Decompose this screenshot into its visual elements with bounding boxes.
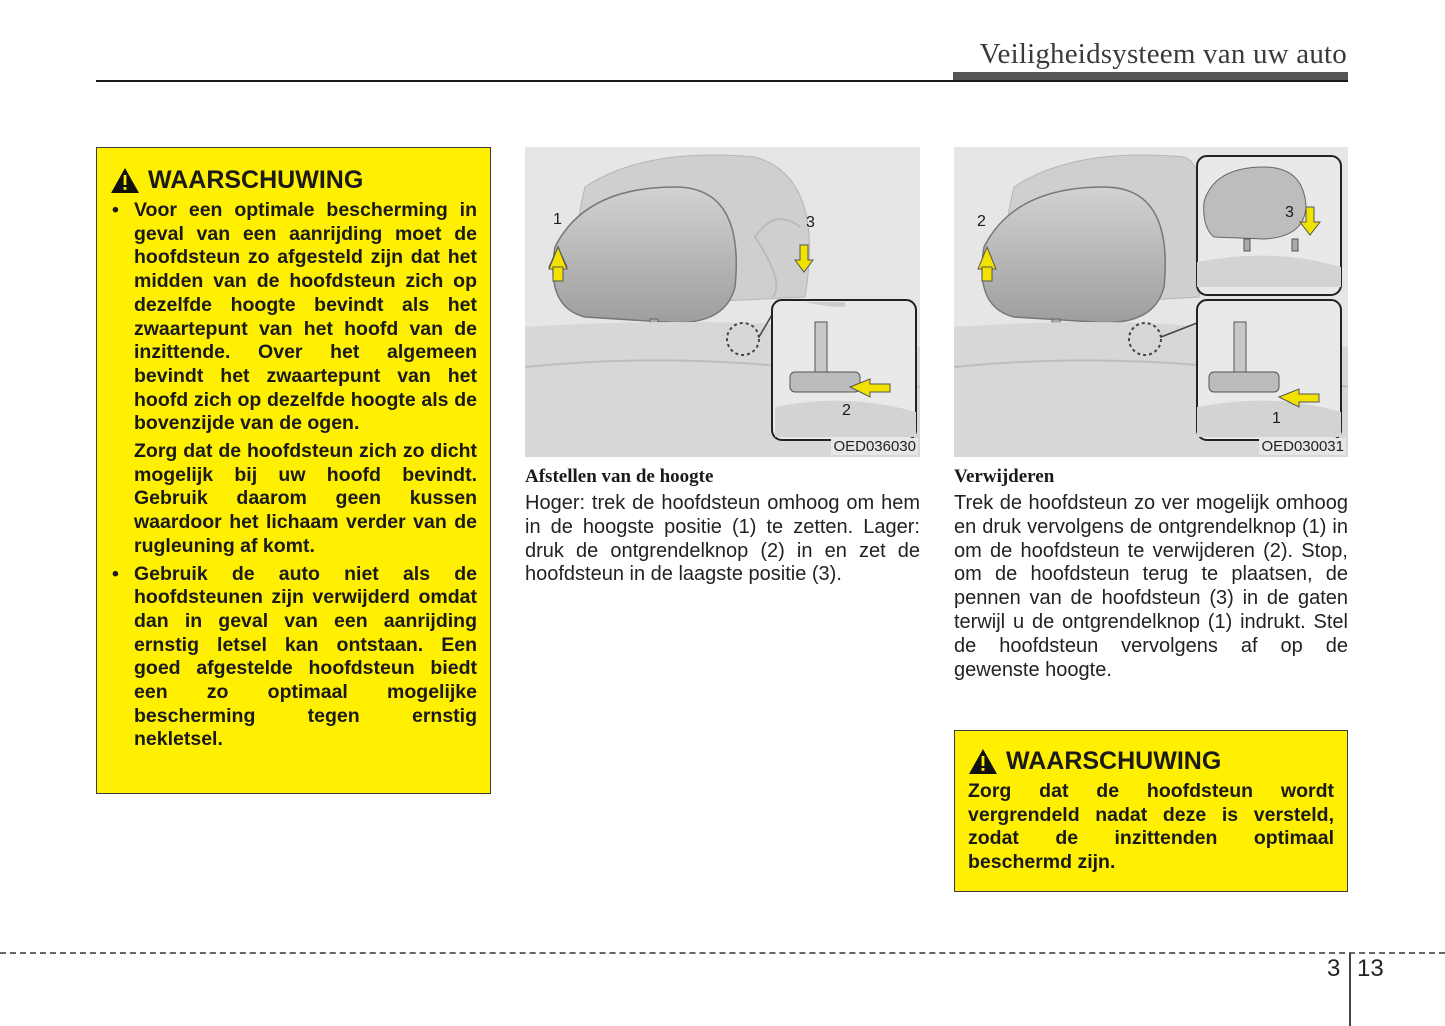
warning-bullet-2-text: Gebruik de auto niet als de hoofdsteunen zijn verwijderd omdat dan in geval van een aanrijding ernstig letsel kan ontstaan. Een goed afgestelde hoofdsteun biedt een zo optimaal mogelijke bescherming tegen ernstig nekletsel.: [134, 562, 477, 751]
section-remove-title: Verwijderen: [954, 466, 1055, 487]
section-height-adjust: [525, 466, 920, 587]
warning-triangle-icon: [110, 167, 140, 194]
warning-title-text: WAARSCHUWING: [148, 166, 364, 194]
figure-2-label-3: 3: [1285, 204, 1294, 221]
bullet-dot: •: [112, 199, 119, 221]
figure-2-label-2: 2: [977, 213, 986, 230]
warning-title-text: WAARSCHUWING: [1006, 747, 1222, 775]
warning-bullet-1-extra: Zorg dat de hoofdsteun zich zo dicht mogelijk bij uw hoofd bevindt. Gebruik daarom geen kussen waardoor het lichaam verder van de rugleuning af komt.: [134, 440, 477, 557]
warning-bullet-1: [110, 199, 477, 559]
warning-title-right: [968, 747, 1334, 776]
warning-box-left: [96, 147, 491, 794]
figure-2-label-1: 1: [1272, 410, 1281, 427]
page-header-title: Veiligheidsysteem van uw auto: [979, 38, 1347, 70]
page-number-separator: [1349, 953, 1351, 1026]
figure-1-label-1: 1: [553, 211, 562, 228]
figure-1-label-2: 2: [842, 402, 851, 419]
bullet-dot: •: [112, 562, 119, 585]
warning-right-text: Zorg dat de hoofdsteun wordt vergrendeld nadat deze is versteld, zodat de inzittenden optimaal beschermd zijn.: [968, 780, 1334, 874]
figure-2-code: OED030031: [1261, 438, 1344, 455]
warning-bullet-2: [110, 563, 477, 753]
section-remove-body: Trek de hoofdsteun zo ver mogelijk omhoog en druk vervolgens de ontgrendelknop (1) in om de hoofdsteun te verwijderen (2). Stop, om de hoofdsteun terug te plaatsen, de pennen van de hoofdsteun (3) in de gaten terwijl u de ontgrendelknop (1) indrukt. Stel de hoofdsteun vervolgens af op de gewenste hoogte.: [954, 492, 1348, 681]
section-height-title: Afstellen van de hoogte: [525, 466, 714, 487]
footer-dashed-line: [0, 952, 1445, 954]
section-remove: [954, 466, 1348, 682]
header-rule: [96, 80, 1348, 82]
warning-title-left: [110, 166, 477, 195]
figure-1-label-3: 3: [806, 214, 815, 231]
warning-bullet-1-text: Voor een optimale bescherming in geval van een aanrijding moet de hoofdsteun zo afgesteld zijn dat het midden van de hoofdsteun zich op dezelfde hoogte bevindt als het zwaartepunt van het hoofd van de inzittende. Over het algemeen bevindt het zwaartepunt van het hoofd zich op dezelfde hoogte als de bovenzijde van de ogen.: [134, 199, 477, 435]
headrest-removal-illustration: [954, 147, 1348, 457]
section-height-body: Hoger: trek de hoofdsteun omhoog om hem in de hoogste positie (1) te zetten. Lager: druk de ontgrendelknop (2) in en zet de hoofdsteun in de laagste positie (3).: [525, 492, 920, 586]
headrest-height-drawing: [525, 147, 920, 457]
warning-box-right: [954, 730, 1348, 892]
figure-1-code: OED036030: [833, 438, 916, 455]
header-accent-bar: [953, 72, 1348, 80]
headrest-removal-drawing: [954, 147, 1348, 457]
warning-triangle-icon: [968, 748, 998, 775]
headrest-height-illustration: [525, 147, 920, 457]
chapter-number: 3: [1327, 955, 1341, 982]
page-number: 13: [1357, 955, 1384, 982]
